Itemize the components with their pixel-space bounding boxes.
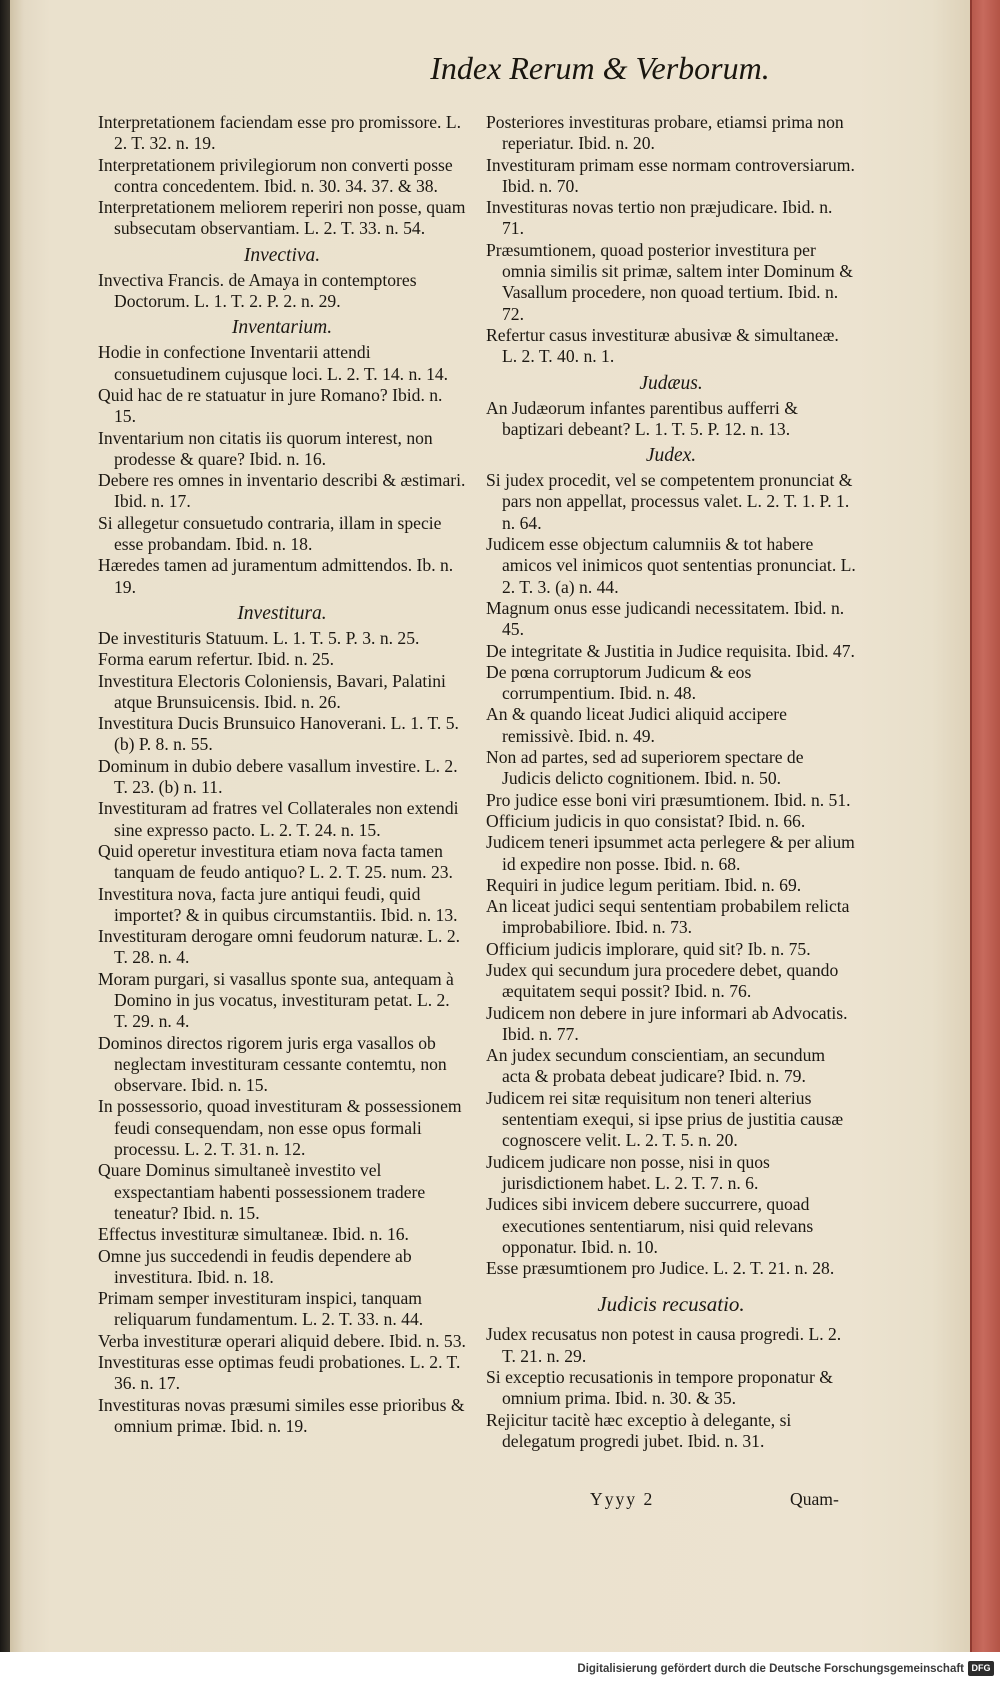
- index-entry: An & quando liceat Judici aliquid accipere remissivè. Ibid. n. 49.: [486, 704, 787, 746]
- page-paper: [10, 0, 970, 1652]
- index-entry: Verba investituræ operari aliquid debere. Ibid. n. 53.: [98, 1330, 466, 1351]
- index-entry: Officium judicis in quo consistat? Ibid. n. 66.: [486, 810, 806, 831]
- index-entry: Quare Dominus simultaneè investito vel exspectantiam habenti possessionem tradere teneatur? Ibid. n. 15.: [98, 1160, 426, 1223]
- red-page-edge: [970, 0, 1000, 1652]
- index-heading: Invectiva.: [243, 244, 321, 266]
- index-entry: In possessorio, quoad investituram & possessionem feudi consequendam, non esse opus formali processu. L. 2. T. 31. n. 12.: [98, 1096, 462, 1160]
- index-entry: Moram purgari, si vasallus sponte sua, antequam à Domino in jus vocatus, investituram petat. L. 2. T. 29. n. 4.: [98, 968, 454, 1032]
- index-entry: Quid operetur investitura etiam nova facta tamen tanquam de feudo antiquo? L. 2. T. 25. num. 23.: [98, 840, 453, 883]
- index-entry: Hodie in confectione Inventarii attendi consuetudinem cujusque loci. L. 2. T. 14. n. 14.: [98, 342, 449, 384]
- dfg-logo-icon: DFG: [968, 1661, 994, 1676]
- index-entry: Investitura nova, facta jure antiqui feudi, quid importet? & in quibus circumstantiis. Ibid. n. 13.: [98, 883, 458, 925]
- index-entry: Judicem judicare non posse, nisi in quos jurisdictionem habet. L. 2. T. 7. n. 6.: [486, 1151, 770, 1193]
- book-gutter: [0, 0, 10, 1652]
- index-entry: Rejicitur tacitè hæc exceptio à delegante, si delegatum progredi jubet. Ibid. n. 31.: [486, 1409, 792, 1451]
- index-entry: Officium judicis implorare, quid sit? Ib. n. 75.: [486, 938, 811, 959]
- index-heading: Judex.: [645, 445, 697, 467]
- index-column-right: [486, 112, 856, 1452]
- index-entry: Investitura Ducis Brunsuico Hanoverani. L. 1. T. 5. (b) P. 8. n. 55.: [98, 713, 459, 755]
- index-entry: Magnum onus esse judicandi necessitatem. Ibid. n. 45.: [486, 597, 845, 640]
- index-entry: Investituram derogare omni feudorum naturæ. L. 2. T. 28. n. 4.: [98, 926, 461, 968]
- index-entry: Investituras esse optimas feudi probationes. L. 2. T. 36. n. 17.: [98, 1352, 461, 1394]
- index-entry: Interpretationem privilegiorum non converti posse contra concedentem. Ibid. n. 30. 34. 37. & 38.: [98, 154, 453, 196]
- funding-credit: Digitalisierung gefördert durch die Deutsche Forschungsgemeinschaft: [577, 1663, 964, 1675]
- index-entry: Debere res omnes in inventario describi & æstimari. Ibid. n. 17.: [98, 470, 466, 512]
- index-entry: Judicem rei sitæ requisitum non teneri alterius sententiam exequi, si ipse prius de justitia causæ cognoscere velit. L. 2. T. 5. n. 20.: [486, 1087, 844, 1151]
- index-entry: Esse præsumtionem pro Judice. L. 2. T. 21. n. 28.: [486, 1258, 835, 1279]
- index-column-left: [98, 112, 466, 1437]
- index-entry: Inventarium non citatis iis quorum interest, non prodesse & quare? Ibid. n. 16.: [98, 427, 433, 469]
- index-entry: De integritate & Justitia in Judice requisita. Ibid. 47.: [486, 640, 855, 661]
- index-entry: Judex qui secundum jura procedere debet, quando æquitatem sequi possit? Ibid. n. 76.: [486, 959, 839, 1002]
- index-heading: Judæus.: [639, 372, 703, 394]
- signature-mark: Yyyy 2: [590, 1489, 655, 1509]
- digitization-footer: [0, 1652, 1000, 1686]
- index-entry: Judices sibi invicem debere succurrere, quoad executiones sententiarum, nisi quid relevans opponatur. Ibid. n. 10.: [486, 1194, 814, 1257]
- index-entry: Interpretationem meliorem reperiri non posse, quam subsecutam observantiam. L. 2. T. 33. n. 54.: [98, 197, 466, 239]
- index-entry: Primam semper investituram inspici, tanquam reliquarum fundamentum. L. 2. T. 33. n. 44.: [98, 1288, 424, 1330]
- index-entry: Posteriores investituras probare, etiamsi prima non reperiatur. Ibid. n. 20.: [486, 112, 844, 154]
- index-entry: Dominum in dubio debere vasallum investire. L. 2. T. 23. (b) n. 11.: [98, 755, 458, 798]
- index-entry: Si allegetur consuetudo contraria, illam in specie esse probandam. Ibid. n. 18.: [98, 512, 442, 555]
- index-entry: Investituram ad fratres vel Collaterales non extendi sine expresso pacto. L. 2. T. 24. n. 15.: [98, 798, 459, 840]
- index-entry: Interpretationem faciendam esse pro promissore. L. 2. T. 32. n. 19.: [98, 112, 461, 154]
- catchword: Quam-: [790, 1489, 839, 1509]
- index-entry: Investitura Electoris Coloniensis, Bavari, Palatini atque Brunsuicensis. Ibid. n. 26.: [98, 670, 446, 712]
- index-entry: Judex recusatus non potest in causa progredi. L. 2. T. 21. n. 29.: [486, 1324, 842, 1366]
- index-entry: An judex secundum conscientiam, an secundum acta & probata debeat judicare? Ibid. n. 79.: [486, 1045, 826, 1087]
- index-entry: Investituras novas præsumi similes esse prioribus & omnium primæ. Ibid. n. 19.: [98, 1394, 465, 1436]
- index-entry: Invectiva Francis. de Amaya in contemptores Doctorum. L. 1. T. 2. P. 2. n. 29.: [98, 269, 417, 312]
- index-entry: Omne jus succedendi in feudis dependere ab investitura. Ibid. n. 18.: [98, 1245, 412, 1287]
- index-entry: Effectus investituræ simultaneæ. Ibid. n. 16.: [98, 1224, 409, 1245]
- index-heading: Inventarium.: [231, 317, 333, 339]
- index-entry: De investituris Statuum. L. 1. T. 5. P. 3. n. 25.: [98, 627, 420, 648]
- index-entry: Pro judice esse boni viri præsumtionem. Ibid. n. 51.: [486, 789, 851, 810]
- index-entry: Forma earum refertur. Ibid. n. 25.: [98, 649, 334, 670]
- index-entry: Investituram primam esse normam controversiarum. Ibid. n. 70.: [486, 154, 855, 196]
- running-title: Index Rerum & Verborum.: [430, 50, 770, 86]
- index-heading: Investitura.: [237, 602, 327, 624]
- index-entry: Si judex procedit, vel se competentem pronunciat & pars non appellat, processus valet. L. 2. T. 1. P. 1. n. 64.: [486, 470, 853, 533]
- index-entry: Refertur casus investituræ abusivæ & simultaneæ. L. 2. T. 40. n. 1.: [486, 324, 839, 367]
- index-entry: Judicem esse objectum calumniis & tot habere amicos vel inimicos quot sententias pronunciat. L. 2. T. 3. (a) n. 44.: [486, 534, 856, 597]
- index-entry: Judicem non debere in jure informari ab Advocatis. Ibid. n. 77.: [486, 1002, 848, 1044]
- index-entry: An Judæorum infantes parentibus aufferri & baptizari debeant? L. 1. T. 5. P. 12. n. 13.: [486, 397, 798, 439]
- index-heading: Judicis recusatio.: [597, 1292, 745, 1317]
- index-entry: Hæredes tamen ad juramentum admittendos. Ib. n. 19.: [98, 555, 454, 597]
- index-entry: Dominos directos rigorem juris erga vasallos ob neglectam investituram cessante contemtu, non observare. Ibid. n. 15.: [98, 1032, 447, 1096]
- index-entry: Requiri in judice legum peritiam. Ibid. n. 69.: [486, 874, 802, 895]
- index-entry: An liceat judici sequi sententiam probabilem relicta improbabiliore. Ibid. n. 73.: [486, 896, 850, 938]
- index-entry: Investituras novas tertio non præjudicare. Ibid. n. 71.: [486, 197, 833, 239]
- index-entry: Quid hac de re statuatur in jure Romano? Ibid. n. 15.: [98, 384, 443, 427]
- index-entry: Si exceptio recusationis in tempore proponatur & omnium prima. Ibid. n. 30. & 35.: [486, 1367, 833, 1409]
- index-entry: De pœna corruptorum Judicum & eos corrumpentium. Ibid. n. 48.: [486, 661, 752, 704]
- index-entry: Præsumtionem, quoad posterior investitura per omnia similis sit primæ, saltem inter Dominum & Vasallum procedere, non quoad tertium. Ibid. n. 72.: [486, 239, 853, 324]
- index-entry: Judicem teneri ipsummet acta perlegere & per alium id expedire non posse. Ibid. n. 68.: [486, 832, 855, 874]
- index-entry: Non ad partes, sed ad superiorem spectare de Judicis delicto cognitionem. Ibid. n. 50.: [486, 747, 804, 789]
